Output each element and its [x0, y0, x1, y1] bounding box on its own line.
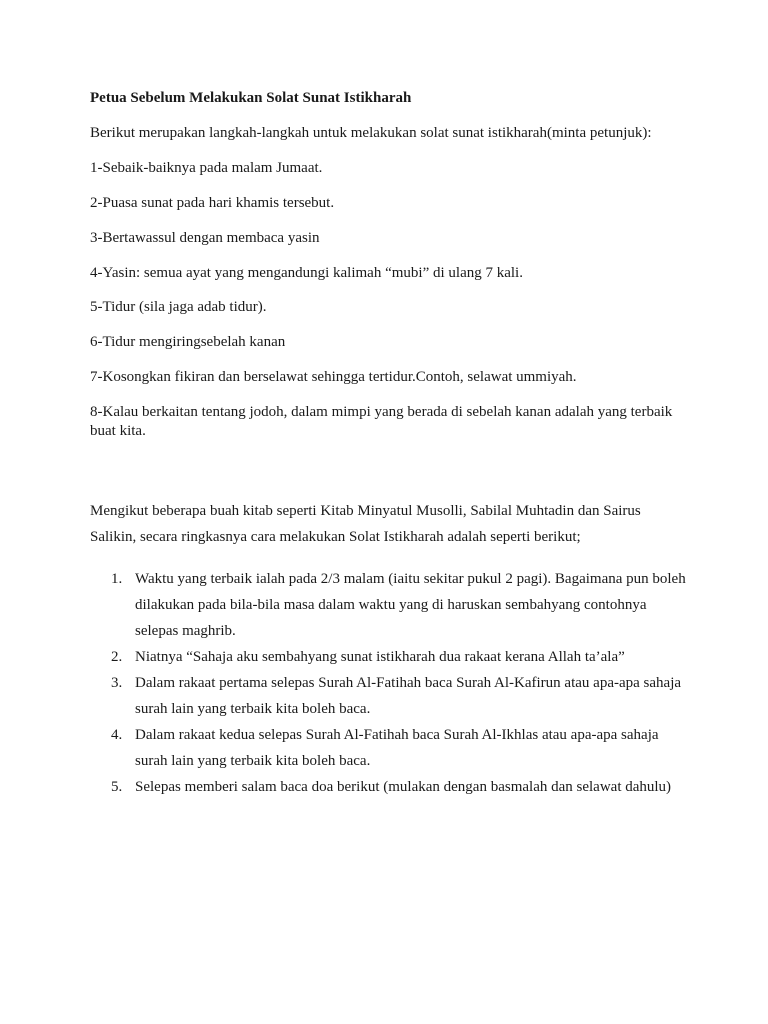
list-item-text: Waktu yang terbaik ialah pada 2/3 malam (iaitu sekitar pukul 2 pagi). Bagaimana pun boleh dilakukan pada bila-bila masa dalam waktu yang di haruskan sembahyang contohnya selepas maghrib. [135, 571, 686, 639]
tip-8: 8-Kalau berkaitan tentang jodoh, dalam mimpi yang berada di sebelah kanan adalah yang terbaik buat kita. [90, 404, 673, 439]
list-item-text: Niatnya “Sahaja aku sembahyang sunat istikharah dua rakaat kerana Allah ta’ala” [135, 649, 625, 665]
document-title: Petua Sebelum Melakukan Solat Sunat Istikharah [90, 90, 412, 106]
list-item-number: 2. [111, 649, 123, 665]
list-item [90, 774, 690, 800]
tip-5: 5-Tidur (sila jaga adab tidur). [90, 299, 267, 315]
list-item [90, 566, 690, 644]
list-item [90, 670, 690, 722]
section2-intro: Mengikut beberapa buah kitab seperti Kitab Minyatul Musolli, Sabilal Muhtadin dan Sairus Salikin, secara ringkasnya cara melakukan Solat Istikharah adalah seperti berikut; [90, 503, 641, 545]
list-item-number: 4. [111, 727, 123, 743]
list-item [90, 722, 690, 774]
list-item-number: 5. [111, 779, 123, 795]
list-item [90, 644, 690, 670]
tip-3: 3-Bertawassul dengan membaca yasin [90, 230, 320, 246]
tip-2: 2-Puasa sunat pada hari khamis tersebut. [90, 195, 335, 211]
list-item-number: 1. [111, 571, 123, 587]
intro-paragraph: Berikut merupakan langkah-langkah untuk melakukan solat sunat istikharah(minta petunjuk): [90, 125, 652, 141]
tip-1: 1-Sebaik-baiknya pada malam Jumaat. [90, 160, 323, 176]
list-item-text: Dalam rakaat pertama selepas Surah Al-Fatihah baca Surah Al-Kafirun atau apa-apa sahaja surah lain yang terbaik kita boleh baca. [135, 675, 682, 717]
list-item-text: Dalam rakaat kedua selepas Surah Al-Fatihah baca Surah Al-Ikhlas atau apa-apa sahaja surah lain yang terbaik kita boleh baca. [135, 727, 659, 769]
tip-4: 4-Yasin: semua ayat yang mengandungi kalimah “mubi” di ulang 7 kali. [90, 265, 523, 281]
list-item-text: Selepas memberi salam baca doa berikut (mulakan dengan basmalah dan selawat dahulu) [135, 779, 672, 795]
tip-7: 7-Kosongkan fikiran dan berselawat sehingga tertidur.Contoh, selawat ummiyah. [90, 369, 577, 385]
tip-6: 6-Tidur mengiringsebelah kanan [90, 334, 286, 350]
steps-list [90, 566, 690, 800]
list-item-number: 3. [111, 675, 123, 691]
